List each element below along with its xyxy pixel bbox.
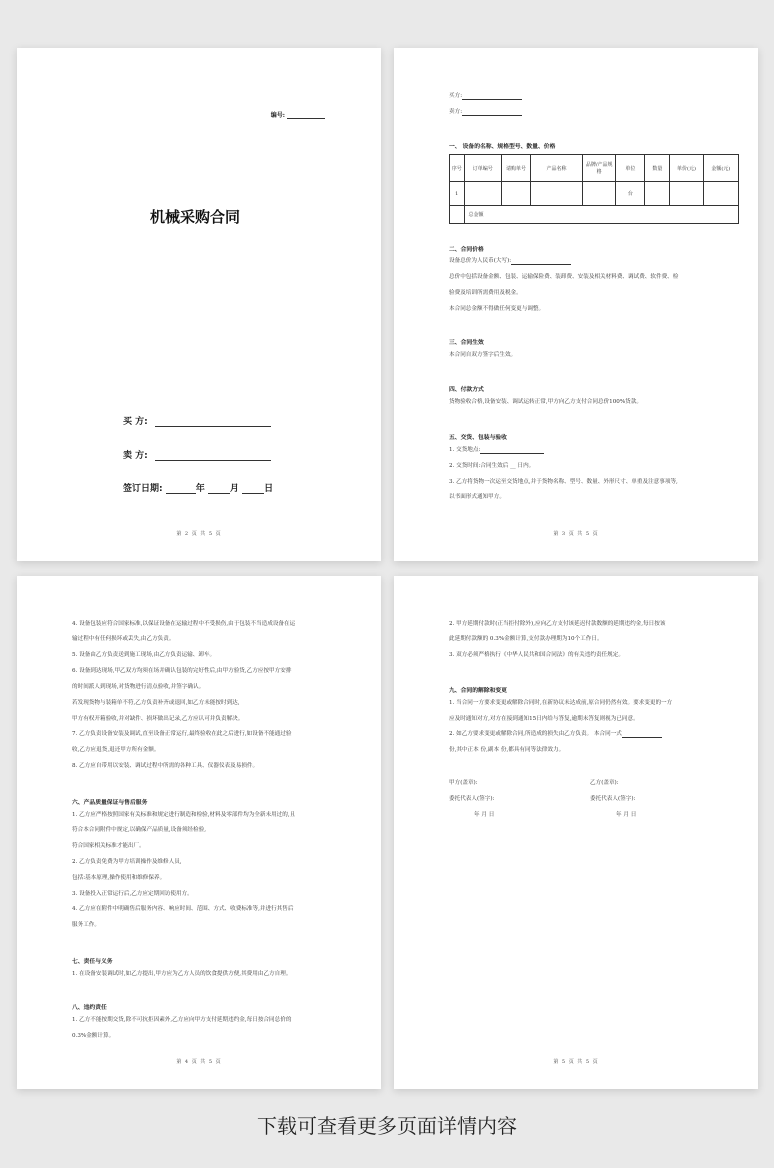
table-header-cell: 单价(元) bbox=[670, 155, 703, 182]
text-line: 3. 乙方将货物一次运至交货地点,并于货物名称、型号、数量、外形尺寸、单重及注意事项等, bbox=[449, 479, 678, 485]
text-line: 7. 乙方负责设备安装及调试,直至设备正常运行,最终验收在此之后进行,如设备不能通过验 bbox=[72, 731, 292, 737]
party-a-date: 年 月 日 bbox=[474, 812, 495, 818]
table-header-cell: 金额(元) bbox=[703, 155, 738, 182]
month-blank bbox=[208, 493, 230, 494]
text-line: 符合本合同附件中规定,以确保产品质量,设备须经检验, bbox=[72, 827, 206, 833]
goods-table bbox=[449, 154, 739, 224]
table-cell bbox=[645, 182, 670, 206]
seller-line-blank bbox=[462, 115, 522, 116]
party-b-date: 年 月 日 bbox=[616, 812, 637, 818]
section-heading-7: 七、责任与义务 bbox=[72, 959, 113, 965]
month-label: 月 bbox=[229, 484, 239, 494]
buyer-label: 买 方: bbox=[123, 417, 148, 427]
text-line: 4. 乙方应在附件中明确售后服务内容、响应时间、范围、方式、收费标准等,并进行其售后 bbox=[72, 906, 294, 912]
table-header-cell: 产品名称 bbox=[531, 155, 583, 182]
text-line: 2. 如乙方要求变更或解除合同,所造成的损失由乙方负责。 本合同一式 bbox=[449, 732, 662, 738]
text-line: 2. 交货时间:合同生效后 __ 日内。 bbox=[449, 463, 535, 469]
text-line: 8. 乙方应自带用以安装、调试过程中所需的各种工具、仪器仪表及易损件。 bbox=[72, 763, 259, 769]
sign-date-row bbox=[123, 481, 273, 494]
text-line: 本合同总金额不得做任何变更与调整。 bbox=[449, 306, 545, 312]
text-line: 验费及培训所需费用及税金。 bbox=[449, 290, 522, 296]
text-line: 本合同自双方签字后生效。 bbox=[449, 352, 517, 358]
text-line: 4. 设备包装应符合国家标准,以保证设备在运输过程中不受损伤,由于包装不当造成设备在运 bbox=[72, 621, 296, 627]
buyer-line: 买方: bbox=[449, 94, 522, 100]
table-header-cell: 请购单号 bbox=[501, 155, 530, 182]
table-cell bbox=[583, 182, 616, 206]
document-title: 机械采购合同 bbox=[150, 208, 241, 226]
page-footer: 第 4 页 共 5 页 bbox=[176, 1059, 222, 1065]
year-label: 年 bbox=[195, 484, 205, 494]
party-a-seal: 甲方(盖章): bbox=[449, 780, 478, 786]
text-line: 2. 乙方负责免费为甲方培训操作及维修人员, bbox=[72, 859, 182, 865]
text-line: 2. 甲方延期付款时(正当拒付除外),应向乙方支付该延迟付款数额的延期违约金,每日按该 bbox=[449, 621, 666, 627]
text-line: 3. 双方必须严格执行《中华人民共和国合同法》的有关违约责任规定。 bbox=[449, 652, 624, 658]
table-header-cell: 订单编号 bbox=[464, 155, 501, 182]
table-cell: 1 bbox=[450, 182, 465, 206]
table-cell bbox=[450, 206, 465, 224]
section-heading-2: 二、合同价格 bbox=[449, 247, 484, 253]
page-footer: 第 5 页 共 5 页 bbox=[553, 1059, 599, 1065]
text-line: 5. 设备由乙方负责送到施工现场,由乙方负责运输、卸车。 bbox=[72, 652, 216, 658]
section-heading-9: 九、合同的解除和变更 bbox=[449, 688, 507, 694]
seller-label: 卖 方: bbox=[123, 451, 148, 461]
page-footer: 第 3 页 共 5 页 bbox=[553, 531, 599, 537]
text-line: 1. 当合同一方要求变更或解除合同时,在新协议未达成前,原合同仍然有效。要求变更的一方 bbox=[449, 700, 673, 706]
table-header-row bbox=[450, 155, 739, 182]
table-row bbox=[450, 182, 739, 206]
table-cell bbox=[531, 182, 583, 206]
table-header-cell: 品牌/产品规格 bbox=[583, 155, 616, 182]
section-heading-5: 五、交货、包装与验收 bbox=[449, 435, 507, 441]
section-heading-1: 一、 设备的名称、规格型号、数量、价格 bbox=[449, 144, 556, 150]
text-line: 1. 在设备安装调试时,如乙方提出,甲方应为乙方人员的饮食提供方便,其费用由乙方自理。 bbox=[72, 971, 292, 977]
copies-blank bbox=[622, 737, 662, 738]
contract-page-2 bbox=[394, 48, 758, 561]
text-line: 此延期付款额的 0.3%金额计算,支付款办理期为10个工作日。 bbox=[449, 636, 603, 642]
text-line: 以书面形式通知甲方。 bbox=[449, 494, 505, 500]
price-blank bbox=[511, 264, 571, 265]
seller-row bbox=[123, 448, 271, 461]
day-label: 日 bbox=[264, 484, 274, 494]
party-b-rep: 委托代表人(签字): bbox=[590, 796, 636, 802]
text-line: 3. 设备投入正常运行后,乙方应定期回访使用方。 bbox=[72, 891, 193, 897]
day-blank bbox=[242, 493, 264, 494]
table-header-cell: 数量 bbox=[645, 155, 670, 182]
year-blank bbox=[166, 493, 196, 494]
text-line: 货物验收合格,设备安装、调试运转正常,甲方向乙方支付合同总价100%货款。 bbox=[449, 399, 642, 405]
section-heading-4: 四、付款方式 bbox=[449, 387, 484, 393]
section-heading-6: 六、产品质量保证与售后服务 bbox=[72, 800, 148, 806]
page-footer: 第 2 页 共 5 页 bbox=[176, 531, 222, 537]
section-heading-3: 三、合同生效 bbox=[449, 340, 484, 346]
text-line: 1. 乙方不能按期交货,除不可抗拒因素外,乙方应向甲方支付延期违约金,每日按合同总价的 bbox=[72, 1017, 292, 1023]
delivery-place-blank bbox=[480, 453, 544, 454]
text-line: 6. 设备到达现场,甲乙双方均须在场并确认包装的完好性后,由甲方验货,乙方应按甲方安排 bbox=[72, 668, 292, 674]
text-line: 份,其中正本 份,副本 份,都具有同等法律效力。 bbox=[449, 747, 565, 753]
price-line: 设备总价为人民币(大写): bbox=[449, 259, 571, 265]
text-line: 收,乙方应退货,退还甲方所有金额。 bbox=[72, 747, 160, 753]
party-b-seal: 乙方(盖章): bbox=[590, 780, 619, 786]
text-line: 0.3%金额计算。 bbox=[72, 1033, 115, 1039]
contract-page-4 bbox=[394, 576, 758, 1089]
buyer-blank bbox=[155, 426, 271, 427]
contract-page-3 bbox=[17, 576, 381, 1089]
contract-number bbox=[271, 110, 325, 119]
table-cell bbox=[464, 182, 501, 206]
contract-number-label: 编号: bbox=[270, 112, 285, 119]
download-more-caption: 下载可查看更多页面详情内容 bbox=[257, 1114, 517, 1138]
text-line: 的时间派人到现场,对货物进行清点验收,并签字确认。 bbox=[72, 684, 205, 690]
table-cell bbox=[501, 182, 530, 206]
buyer-line-blank bbox=[462, 99, 522, 100]
text-line: 输过程中有任何损坏或丢失,由乙方负责。 bbox=[72, 636, 175, 642]
table-cell: 台 bbox=[616, 182, 645, 206]
table-header-cell: 单位 bbox=[616, 155, 645, 182]
text-line: 符合国家相关标准才能出厂。 bbox=[72, 843, 145, 849]
table-cell bbox=[703, 182, 738, 206]
delivery-place-line: 1. 交货地点: bbox=[449, 448, 544, 454]
text-line: 应及时通知对方,对方在接到通知15日内给与答复,逾期未答复则视为已同意。 bbox=[449, 716, 639, 722]
contract-page-cover bbox=[17, 48, 381, 561]
sign-date-label: 签订日期: bbox=[123, 484, 163, 494]
seller-blank bbox=[155, 460, 271, 461]
table-total-row bbox=[450, 206, 739, 224]
text-line: 总价中包括设备金额、包装、运输保险费、装卸费、安装及相关材料费、调试费、软件费、检 bbox=[449, 274, 679, 280]
seller-line: 卖方: bbox=[449, 110, 522, 116]
party-a-rep: 委托代表人(签字): bbox=[449, 796, 495, 802]
text-line: 甲方有权开箱验收,并对缺件、损坏做出记录,乙方应认可并负责解决。 bbox=[72, 716, 244, 722]
buyer-row bbox=[123, 414, 271, 427]
text-line: 若发现货物与装箱单不符,乙方负责补齐或退回,如乙方未能按时到达, bbox=[72, 700, 240, 706]
text-line: 1. 乙方应严格按照国家有关标准和规定进行制造和检验,材料及零部件均为全新未用过的,且 bbox=[72, 812, 296, 818]
contract-number-blank bbox=[287, 118, 325, 119]
text-line: 包括:基本原理,操作使用和维修保养。 bbox=[72, 875, 166, 881]
section-heading-8: 八、违约责任 bbox=[72, 1005, 107, 1011]
table-total-label: 总金额 bbox=[464, 206, 738, 224]
table-cell bbox=[670, 182, 703, 206]
text-line: 服务工作。 bbox=[72, 922, 100, 928]
table-header-cell: 序号 bbox=[450, 155, 465, 182]
